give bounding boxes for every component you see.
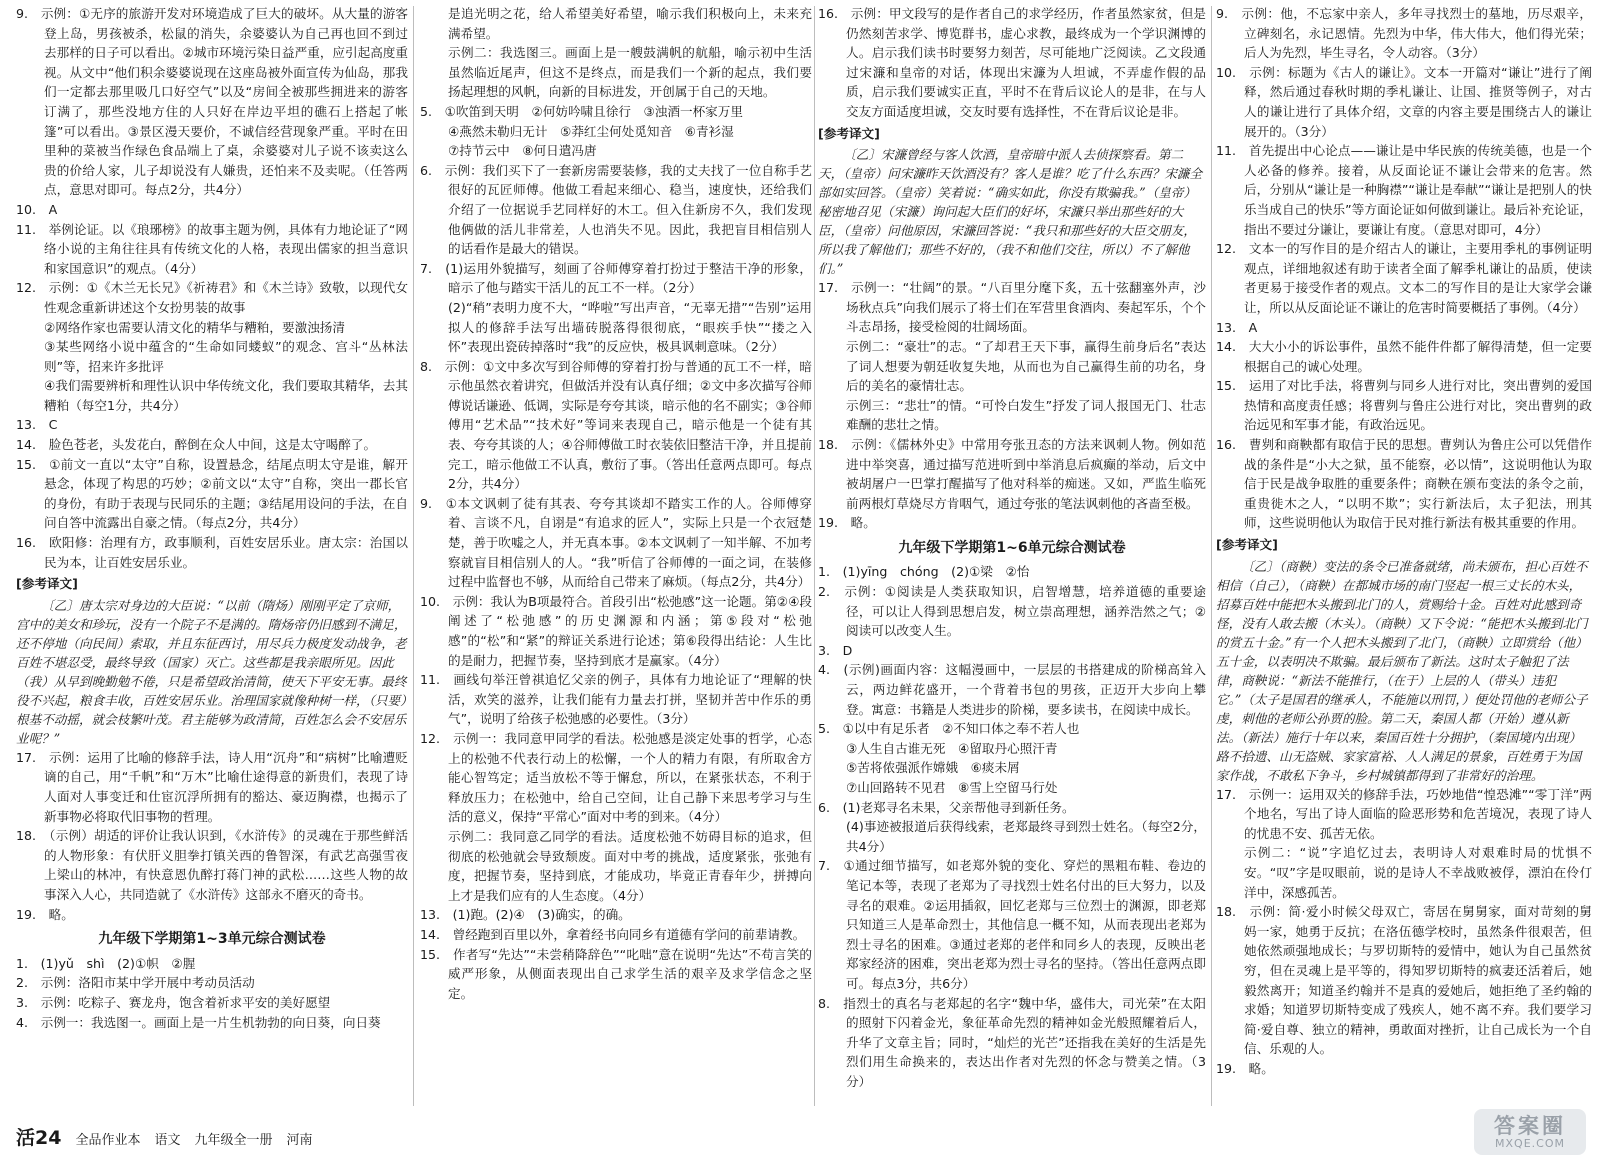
answer-item: 2. 示例：洛阳市某中学开展中考动员活动 [16, 975, 255, 991]
answer-item: 19. 略。 [818, 515, 876, 531]
answer-item: 10. 示例：标题为《古人的谦让》。文本一开篇对“谦让”进行了阐释，然后通过春秋时期的季札谦让、让国、推贤等例子，对古人的谦让进行了具体介绍，文章的内容主要是围绕古人的谦让展开的。（3分） [1216, 64, 1592, 139]
answer-subitem: ④我们需要辨析和理性认识中华传统文化，我们要取其精华，去其糟粕（每空1分，共4分） [44, 378, 408, 413]
answer-item: 6. 示例：我们买下了一套新房需要装修，我的丈夫找了一位自称手艺很好的瓦匠师傅。他做工看起来细心、稳当，速度快，还给我们介绍了一位据说手艺同样好的木工。但入住新房不久，我们发现他俩做的活儿非常差，人也消失不见。因此，我把盲目相信别人的话看作是最大的错误。 [420, 162, 812, 257]
column-divider [1211, 6, 1212, 1106]
answer-item: 3. 示例：吃粽子、赛龙舟，饱含着祈求平安的美好愿望 [16, 994, 331, 1010]
page-footer [16, 1123, 313, 1147]
watermark-url: MXQE.COM [1495, 1136, 1565, 1150]
answer-item: 17. 示例一：“壮阔”的景。“八百里分麾下炙，五十弦翻塞外声，沙场秋点兵”向我们展示了将士们在军营里食酒肉、奏起军乐，个个斗志昂扬，接受检阅的壮阔场面。 [818, 280, 1206, 335]
answer-item: 9. ①本文讽刺了徒有其表、夸夸其谈却不踏实工作的人。谷师傅穿着、言谈不凡，自诩是“有追求的匠人”，实际上只是一个衣冠楚楚，善于吹嘘之人，并无真本事。②本文讽刺了一知半解、不加考察就盲目相信别人的人。“我”听信了谷师傅的一面之词，在装修过程中监督也不够，从而给自己带来了麻烦。（每点2分，共4分） [420, 495, 812, 590]
answer-subitem: ③某些网络小说中蕴含的“生命如同蝼蚁”的观念、宫斗“丛林法则”等，招来许多批评 [44, 339, 408, 374]
answer-item: 11. 举例论证。以《琅琊榜》的故事主题为例，具体有力地论证了“网络小说的主角往往具有传统文化的人格，表现出儒家的担当意识和家国意识”的观点。（4分） [16, 221, 408, 276]
answer-item: 14. 脸色苍老，头发花白，醉倒在众人中间，这是太守喝醉了。 [16, 437, 377, 453]
column-2 [420, 4, 812, 1112]
answer-item: 13. A [1216, 319, 1258, 335]
section-title: 九年级下学期第1~6单元综合测试卷 [898, 539, 1126, 556]
answer-item: 4. 示例一：我选图一。画面上是一片生机勃勃的向日葵，向日葵 [16, 1014, 381, 1030]
answer-subitem: 示例二：我选图三。画面上是一艘鼓满帆的航船，喻示初中生活虽然临近尾声，但这不是终点，而是我们一个新的起点，我们要扬起理想的风帆，向新的目标进发，开创属于自己的天地。 [448, 45, 812, 100]
answer-item: 8. 示例：①文中多次写到谷师傅的穿着打扮与普通的瓦工不一样，暗示他虽然衣着讲究，但做活并没有认真仔细；②文中多次描写谷师傅说话谦逊、低调，实际是夸夸其谈，暗示他的名不副实；③谷师傅用“艺术品”“技术好”等词来表现自己，暗示他是一个徒有其表、夸夸其谈的人；④谷师傅做工时衣装依旧整洁干净，并且提前完工，暗示他做工不认真，敷衍了事。（答出任意两点即可。每点2分，共4分） [420, 358, 812, 492]
answer-item: 15. 作者写“先达”“未尝稍降辞色”“叱咄”意在说明“先达”不苟言笑的威严形象，从侧面表现出自己求学生活的艰辛及求学信念之坚定。 [420, 946, 812, 1001]
answer-item: 4. (示例)画面内容：这幅漫画中，一层层的书搭建成的阶梯高耸入云，两边鲜花盛开，一个背着书包的男孩，正迈开大步向上攀登。寓意：书籍是人类进步的阶梯，要多读书，在阅读中成长。 [818, 662, 1206, 717]
answer-item: 3. D [818, 642, 853, 658]
answer-item: 7. ①通过细节描写，如老郑外貌的变化、穿烂的黑粗布鞋、卷边的笔记本等，表现了老郑为了寻找烈士姓名付出的巨大努力，以及寻名的艰难。②运用插叙，回忆老郑与三位烈士的渊源，即老郑只知道三人是革命烈士，其他信息一概不知，从而表现出老郑为烈士寻名的困难。③通过老郑的老伴和同乡人的表现，反映出老郑家经济的困难，突出老郑为烈士寻名的坚持。（答出任意两点即可。每点3分，共6分） [818, 858, 1206, 991]
watermark-text: 答案圈 [1494, 1113, 1566, 1138]
page-number: 活24 [16, 1127, 62, 1149]
column-divider [814, 6, 815, 1106]
reference-translation-label: [参考译文] [16, 576, 78, 592]
column-3 [818, 4, 1206, 1112]
answer-item: 16. 曹刿和商鞅都有取信于民的思想。曹刿认为鲁庄公可以凭借作战的条件是“小大之狱，虽不能察，必以情”，这说明他认为取信于民是战争取胜的重要条件；商鞅在颁布变法的条令之前，重贵徙木之人，“以明不欺”；实行新法后，太子犯法，刑其师，这些说明他认为取信于民对推行新法有极其重要的作用。 [1216, 437, 1592, 531]
answer-item: 9. 示例：他，不忘家中亲人，多年寻找烈士的墓地，历尽艰辛，立碑刻名，永记恩情。先烈为中华，伟大伟大，他们得光荣；后人为先烈，毕生寻名，令人动容。（3分） [1216, 6, 1592, 61]
answer-subitem: ⑤苦将侬强派作嫦娥 ⑥痰未屑 [846, 760, 1020, 776]
answer-subitem: 是追光明之花，给人希望美好希望，喻示我们积极向上，未来充满希望。 [448, 6, 812, 41]
section-title: 九年级下学期第1~3单元综合测试卷 [98, 931, 326, 948]
region-label: 河南 [286, 1133, 313, 1148]
answer-item: 14. 大大小小的诉讼事件，虽然不能件件都了解得清楚，但一定要根据自己的诚心处理。 [1216, 339, 1592, 374]
answer-subitem: 示例二：“说”字追忆过去，表明诗人对艰难时局的忧惧不安。“叹”字是叹眼前，说的是诗人不幸战败被俘，漂泊在伶仃洋中，深感孤苦。 [1244, 845, 1592, 900]
answer-item: 18. 示例：《儒林外史》中常用夸张丑态的方法来讽刺人物。例如范进中举突喜，通过描写范进听到中举消息后疯癫的举动，后文中被胡屠户一巴掌打醒描写了他对科举的痴迷。又如，严监生临死前两根灯草烧尽方肯咽气，通过夸张的笔法讽刺他的吝啬至极。 [818, 436, 1206, 511]
answer-item: 19. 略。 [1216, 1060, 1274, 1076]
answer-subitem: 示例二：“豪壮”的志。“了却君王天下事，赢得生前身后名”表达了词人想要为朝廷收复失地，从而也为自己赢得生前的功名，身后的美名的豪情壮志。 [846, 338, 1206, 394]
reference-translation: 〔乙〕唐太宗对身边的大臣说：“以前（隋炀）刚刚平定了京师，宫中的美女和珍玩，没有一个院子不是满的。隋炀帝仍旧感到不满足，还不停地（向民间）索取，并且东征西讨，用尽兵力极度发动战争，老百姓不堪忍受，最终导致（国家）灭亡。这些都是我亲眼所见。因此（我）从早到晚勤勉不倦，只是希望政治清简，使天下平安无事。最终役不兴起，粮食丰收，百姓安居乐业。治理国家就像种树一样，（只要）根基不动摇，就会枝繁叶茂。君主能够为政清简，百姓怎么会不安居乐业呢？” [16, 597, 407, 746]
answer-subitem: (4)事迹被报道后获得线索，老郑最终寻到烈士姓名。（每空2分，共4分） [846, 819, 1206, 854]
answer-item: 13. (1)跑。(2)④ (3)确实，的确。 [420, 907, 631, 923]
answer-subitem: ④燕然未勒归无计 ⑤莽红尘何处觅知音 ⑥青衫湿 [448, 123, 734, 139]
answer-subitem: ⑦持节云中 ⑧何日遣冯唐 [448, 143, 597, 159]
answer-item: 17. 示例：运用了比喻的修辞手法，诗人用“沉舟”和“病树”比喻遭贬谪的自己，用“千帆”和“万木”比喻仕途得意的新贵们，表现了诗人面对人事变迁和仕宦沉浮所拥有的豁达、豪迈胸襟，也揭示了新事物必将取代旧事物的哲理。 [16, 749, 408, 824]
answer-item: 10. 示例：我认为B项最符合。首段引出“松弛感”这一论题。第②④段阐述了“松弛感”的历史渊源和内涵；第⑤段对“松弛感”的“松”和“紧”的辩证关系进行论述；第⑥段得出结论：人生比的是耐力，把握节奏，坚持到底才是赢家。（4分） [420, 593, 812, 668]
answer-subitem: (2)“稍”表明力度不大，“哗啦”写出声音，“无辜无措”“告别”运用拟人的修辞手法写出墙砖脱落得很彻底，“眼疾手快”“搂之入怀”表现出瓷砖掉落时“我”的反应快，极具讽刺意味。（2分） [448, 299, 812, 355]
column-4 [1216, 4, 1592, 1112]
answer-item: 11. 首先提出中心论点——谦让是中华民族的传统美德，也是一个人必备的修养。接着，从反面论证不谦让会带来的危害。然后，分别从“谦让是一种胸襟”“谦让是奉献”“谦让是把别人的快乐当成自己的快乐”等方面论证如何做到谦让。最后补充论证，指出不要过分谦让，要谦让有度。（意思对即可，4分） [1216, 143, 1592, 237]
column-divider [413, 6, 414, 1106]
answer-item: 9. 示例：①无序的旅游开发对环境造成了巨大的破坏。从大量的游客登上岛，男孩被杀，松鼠的消失，余婆婆认为自己再也回不到过去那样的日子可以看出。②城市环境污染日益严重，应引起高度重视。从文中“他们积余婆婆说现在这座岛被外面宣传为仙岛，那我们一定都去那里吸几口好空气”以及“房间全被那些拥进来的游客订满了，那些没地方住的人只好在岸边平坦的礁石上搭起了帐篷”可以看出。③景区漫天要价，不诚信经营现象严重。平时在田里种的菜被当作绿色食品端上了桌，余婆婆对儿子说不该卖这么贵的价给人家，儿子却说没有人嫌贵，还怕来不及卖呢。（任答两点，意思对即可。每点2分，共4分） [16, 6, 408, 198]
answer-item: 2. 示例：①阅读是人类获取知识，启智增慧，培养道德的重要途径，可以让人得到思想启发，树立崇高理想，涵养浩然之气；②阅读可以改变人生。 [818, 584, 1206, 639]
answer-item: 14. 曾经跑到百里以外，拿着经书向同乡有道德有学问的前辈请教。 [420, 926, 806, 942]
answer-subitem: 示例三：“悲壮”的情。“可怜白发生”抒发了词人报国无门、壮志难酬的悲壮之情。 [846, 397, 1206, 433]
answer-item: 11. 画线句举汪曾祺追忆父亲的例子，具体有力地论证了“理解的快活，欢笑的滋养，让我们能有力量去打拼，坚韧并苦中作乐的勇气”，说明了给孩子松弛感的必要性。（3分） [420, 672, 812, 727]
reference-translation: 〔乙〕（商鞅）变法的条令已准备就绪，尚未颁布，担心百姓不相信（自己），（商鞅）在都城市场的南门竖起一根三丈长的木头，招募百姓中能把木头搬到北门的人，赏赐给十金。百姓对此感到奇怪，没有人敢去搬（木头）。（商鞅）又下令说：“能把木头搬到北门的赏五十金。”有一个人把木头搬到了北门，（商鞅）立即赏给（他）五十金，以表明决不欺骗。最后颁布了新法。这时太子触犯了法律，商鞅说：“新法不能推行，（在于）上层的人（带头）违犯它。”（太子是国君的继承人，不能施以刑罚，）便处罚他的老师公子虔，刺他的老师公孙贾的脸。第二天，秦国人都（开始）遵从新法。（新法）施行十年以来，秦国百姓十分拥护，（秦国境内出现）路不拾遗、山无盗贼、家家富裕、人人满足的景象，百姓勇于为国家作战，不敢私下争斗，乡村城镇都得到了非常好的治理。 [1216, 558, 1588, 783]
answer-item: 16. 欧阳修：治理有方，政事顺利，百姓安居乐业。唐太宗：治国以民为本，让百姓安居乐业。 [16, 535, 408, 570]
answer-subitem: ②网络作家也需要认清文化的精华与糟粕，要激浊扬清 [44, 319, 345, 335]
watermark-logo [1474, 1109, 1586, 1155]
answer-item: 19. 略。 [16, 906, 74, 922]
answer-item: 18. 示例：简·爱小时候父母双亡，寄居在舅舅家，面对苛刻的舅妈一家，她勇于反抗；在洛伍德学校时，虽然条件很艰苦，但她依然顽强地成长；与罗切斯特的爱情中，她认为自己虽然贫穷，但在灵魂上是平等的，得知罗切斯特的疯妻还活着后，她毅然离开；知道圣约翰并不是真的爱她后，她拒绝了圣约翰的求婚；知道罗切斯特变成了残疾人，她不离不弃。我们要学习简·爱自尊、独立的精神，勇敢面对挫折，让自己成长为一个自信、乐观的人。 [1216, 904, 1592, 1057]
grade-label: 九年级全一册 [194, 1133, 273, 1148]
answer-item: 18. （示例）胡适的评价让我认识到，《水浒传》的灵魂在于那些鲜活的人物形象：有伏肝义胆拳打镇关西的鲁智深，有武艺高强雪夜上梁山的林冲，有快意恩仇醉打蒋门神的武松……这些人物的故事深入人心，共同造就了《水浒传》这部永不磨灭的奇书。 [16, 828, 408, 902]
reference-translation: 〔乙〕宋濂曾经与客人饮酒，皇帝暗中派人去侦探察看。第二天，（皇帝）问宋濂昨天饮酒没有？客人是谁？吃了什么东西？宋濂全部如实回答。（皇帝）笑着说：“确实如此，你没有欺骗我。”（皇帝）秘密地召见（宋濂）询问起大臣们的好坏，宋濂只举出那些好的大臣，（皇帝）问他原因，宋濂回答说：“我只和那些好的大臣交朋友，所以我了解他们；那些不好的，（我不和他们交往，所以）不了解他们。” [818, 147, 1203, 277]
reference-translation-label: [参考译文] [818, 125, 880, 141]
answer-item: 12. 示例：①《木兰无长兄》《祈祷君》和《木兰诗》致敬，以现代女性观念重新讲述这个女扮男装的故事 [16, 280, 408, 315]
answer-item: 10. A [16, 201, 58, 217]
answer-item: 5. ①以中有足乐者 ②不知口体之奉不若人也 [818, 721, 1080, 737]
answer-item: 7. (1)运用外貌描写，刻画了谷师傅穿着打扮过于整洁干净的形象，暗示了他与踏实干活儿的瓦工不一样。（2分） [420, 260, 812, 296]
book-title: 全品作业本 [75, 1133, 141, 1148]
reference-translation-label: [参考译文] [1216, 537, 1278, 553]
answer-item: 8. 指烈士的真名与老郑起的名字“魏中华，盛伟大，司光荣”在太阳的照射下闪着金光，象征革命先烈的精神如金光般照耀着后人，升华了文章主旨；同时，“灿烂的光芒”还指我在美好的生活是先烈们用生命换来的，表达出作者对先烈的怀念与赞美之情。（3分） [818, 995, 1206, 1089]
answer-subitem: ③人生自古谁无死 ④留取丹心照汗青 [846, 740, 1058, 756]
answer-item: 12. 示例一：我同意甲同学的看法。松弛感是淡定处事的哲学，心态上的松弛不代表行动上的松懈，一个人的精力有限，有所取舍方能心智笃定；适当放松不等于懈怠，所以，在紧张状态，不利于释放压力；在松弛中，给自己空间，让自己静下来思考学习与生活的意义，保持“平常心”面对中考的到来。（4分） [420, 730, 812, 825]
answer-item: 1. (1)yǔ shì (2)①帜 ②腥 [16, 955, 196, 971]
answer-subitem: ⑦山回路转不见君 ⑧雪上空留马行处 [846, 780, 1058, 795]
subject-label: 语文 [154, 1133, 181, 1148]
answer-item: 16. 示例：甲文段写的是作者自己的求学经历，作者虽然家贫，但是仍然刻苦求学、博览群书，虚心求教，最终成为一个学识渊博的人。启示我们读书时要努力刻苦，尽可能地广泛阅读。乙文段通过宋濂和皇帝的对话，体现出宋濂为人坦诚，不弄虚作假的品质，启示我们要诚实正直，平时不在背后议论人的是非，在与人交友方面适度坦诚，交友时要有选择性，不在背后议论是非。 [818, 6, 1206, 119]
answer-subitem: 示例二：我同意乙同学的看法。适度松弛不妨碍目标的追求，但彻底的松弛就会导致颓废。面对中考的挑战，适度紧张，张弛有度，把握节奏，坚持到底，才能成功，毕竟正青春年少，拼搏向上才是我们应有的人生态度。（4分） [448, 828, 812, 903]
answer-item: 15. 运用了对比手法，将曹刿与同乡人进行对比，突出曹刿的爱国热情和高度责任感；将曹刿与鲁庄公进行对比，突出曹刿的政治远见和军事才能，有政治远见。 [1216, 378, 1592, 433]
answer-item: 1. (1)yīng chóng (2)①梁 ②怡 [818, 564, 1030, 580]
answer-item: 12. 文本一的写作目的是介绍古人的谦让，主要用季札的事例证明观点，详细地叙述有助于读者全面了解季札谦让的品质，使读者更易于接受作者的观点。文本二的写作目的是让大家学会谦让，所以从反面论证不谦让的危害时简要概括了事例。（4分） [1216, 241, 1592, 315]
answer-item: 6. (1)老郑寻名未果，父亲帮他寻到新任务。 [818, 799, 1075, 815]
answer-item: 5. ①吹笛到天明 ②何妨吟啸且徐行 ③浊酒一杯家万里 [420, 103, 743, 119]
answer-item: 15. ①前文一直以“太守”自称，设置悬念，结尾点明太守是谁，解开悬念，体现了构思的巧妙；②前文以“太守”自称，突出一郡长官的身份，有助于表现与民同乐的主题；③结尾用设问的手法，在自问自答中流露出自豪之情。（每点2分，共4分） [16, 456, 408, 531]
column-1 [16, 4, 408, 1112]
answer-item: 13. C [16, 417, 58, 433]
answer-item: 17. 示例一：运用双关的修辞手法，巧妙地借“惶恐滩”“零丁洋”两个地名，写出了诗人面临的险恶形势和危苦境况，表现了诗人的忧患不安、孤苦无依。 [1216, 786, 1592, 841]
